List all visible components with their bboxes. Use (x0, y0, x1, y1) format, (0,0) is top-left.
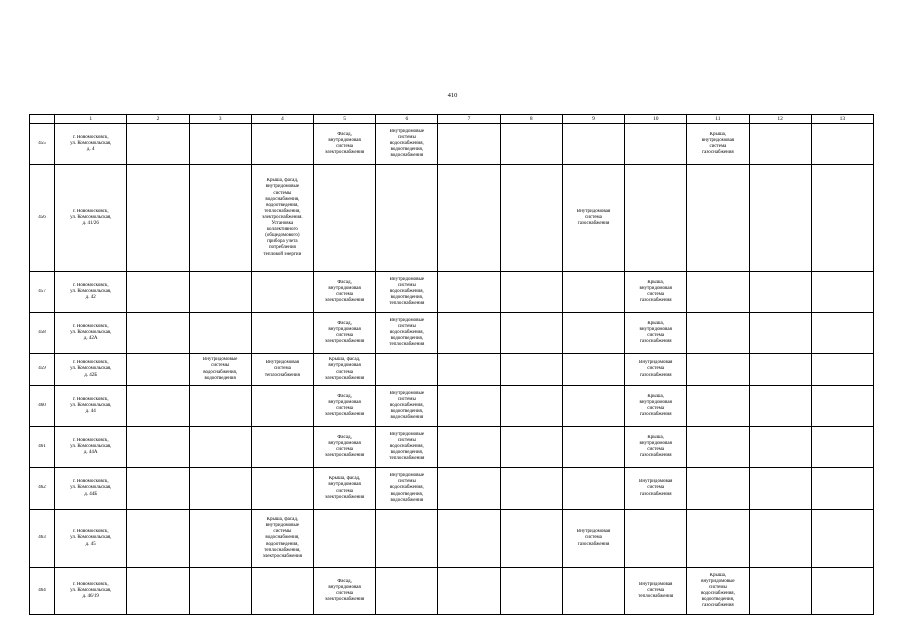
table-cell (30, 165, 55, 272)
table-cell (811, 165, 873, 272)
header-cell: 5 (313, 115, 375, 124)
table-cell (127, 313, 189, 354)
table-cell (30, 124, 55, 165)
header-cell: 4 (251, 115, 313, 124)
table-cell (687, 510, 749, 568)
header-cell: 3 (189, 115, 251, 124)
table-cell (749, 272, 811, 313)
table-cell (811, 124, 873, 165)
table-cell (251, 386, 313, 427)
table-cell (811, 386, 873, 427)
table-cell (376, 386, 438, 427)
row-number-cell: 457 (38, 288, 46, 294)
table-cell (625, 386, 687, 427)
table-cell (438, 568, 500, 615)
address-cell: г. Новомосковск, ул. Комсомольская, д. 44А (70, 437, 112, 456)
table-cell (30, 468, 55, 510)
row-number-cell: 461 (38, 443, 46, 449)
table-cell (189, 427, 251, 468)
table-cell (189, 272, 251, 313)
work-type-cell: Фасад, внутридомовая система электроснабжения (324, 434, 365, 459)
table-row (30, 124, 874, 165)
table-cell (625, 427, 687, 468)
table-cell (251, 313, 313, 354)
table-cell (749, 468, 811, 510)
table-cell (562, 510, 624, 568)
table-cell (687, 386, 749, 427)
work-type-cell: Крыша, внутридомовая система газоснабжения (701, 131, 735, 156)
table-cell (438, 468, 500, 510)
header-cell: 11 (687, 115, 749, 124)
table-cell (127, 510, 189, 568)
table-cell (500, 165, 562, 272)
work-type-cell: Внутридомовая система газоснабжения (639, 360, 673, 378)
table-cell (251, 124, 313, 165)
work-type-cell: Внутридомовая система газоснабжения (576, 529, 611, 547)
table-cell (438, 386, 500, 427)
row-number-cell: 460 (38, 402, 46, 408)
table-cell (127, 386, 189, 427)
table-cell (687, 124, 749, 165)
work-type-cell: Крыша, фасад, внутридомовые системы водоснабжения, водоотведения, теплоснабжения, электроснабжения (262, 517, 303, 559)
table-cell (30, 354, 55, 386)
table-cell (189, 313, 251, 354)
work-type-cell: Внутридомовые системы водоснабжения, водоотведения, водоснабжения (389, 390, 425, 421)
header-row (30, 115, 874, 124)
row-number-cell: 455 (38, 140, 46, 146)
table-cell (30, 386, 55, 427)
table-cell (30, 568, 55, 615)
table-cell (376, 568, 438, 615)
table-cell (313, 272, 375, 313)
row-number-cell: 459 (38, 366, 46, 372)
address-cell: г. Новомосковск, ул. Комсомольская, д. 44Б (70, 479, 112, 497)
table-cell (189, 386, 251, 427)
table-cell (625, 124, 687, 165)
table-cell (749, 165, 811, 272)
table-cell (189, 468, 251, 510)
header-cell: 13 (811, 115, 873, 124)
header-cell: 9 (562, 115, 624, 124)
table-cell (313, 313, 375, 354)
table-cell (562, 468, 624, 510)
table-cell (313, 510, 375, 568)
table-cell (438, 427, 500, 468)
table-row (30, 272, 874, 313)
table-cell (625, 468, 687, 510)
work-type-cell: Крыша, внутридомовая система газоснабжения (639, 393, 672, 418)
work-type-cell: Крыша, фасад, внутридомовая система электроснабжения (324, 357, 365, 381)
table-cell (55, 427, 127, 468)
table-cell (313, 568, 375, 615)
table-cell (313, 386, 375, 427)
work-type-cell: Внутридомовые системы водоснабжения, водоотведения, теплоснабжения (389, 431, 425, 462)
table-cell (562, 386, 624, 427)
table-row (30, 165, 874, 272)
table-cell (625, 313, 687, 354)
work-type-cell: Крыша, фасад, внутридомовые системы водоснабжения, водоотведения, теплоснабжения, электроснабжения. Установка коллективного (общедомового) прибора учета потребления тепловой энергии (262, 178, 303, 257)
table-cell (625, 510, 687, 568)
header-cell: 10 (625, 115, 687, 124)
table-cell (251, 468, 313, 510)
table-cell (251, 272, 313, 313)
table-cell (189, 510, 251, 568)
table-cell (500, 313, 562, 354)
header-cell: 7 (438, 115, 500, 124)
table-cell (500, 272, 562, 313)
table-cell (562, 568, 624, 615)
table-cell (376, 272, 438, 313)
table-cell (749, 354, 811, 386)
table-row (30, 313, 874, 354)
table-cell (251, 510, 313, 568)
table-cell (438, 124, 500, 165)
table-cell (30, 427, 55, 468)
table-cell (313, 427, 375, 468)
table-cell (30, 272, 55, 313)
header-cell: 2 (127, 115, 189, 124)
work-type-cell: Крыша, внутридомовая система газоснабжения (639, 434, 672, 459)
table-cell (376, 165, 438, 272)
table-cell (251, 354, 313, 386)
table-cell (313, 468, 375, 510)
row-number-cell: 458 (38, 329, 46, 335)
header-cell: 1 (55, 115, 127, 124)
address-cell: г. Новомосковск, ул. Комсомольская, д. 44 (70, 396, 112, 415)
work-type-cell: Фасад, внутридомовая система электроснабжения (324, 393, 365, 418)
table-cell (687, 427, 749, 468)
table-cell (127, 427, 189, 468)
table-cell (749, 568, 811, 615)
work-type-cell: Крыша, внутридомовая система газоснабжения (639, 320, 672, 345)
table-row (30, 510, 874, 568)
table-cell (189, 568, 251, 615)
work-type-cell: Внутридомовая система газоснабжения (576, 208, 611, 227)
work-type-cell: Внутридомовые системы водоснабжения, водоотведения, теплоснабжения (389, 317, 425, 348)
table-cell (313, 165, 375, 272)
work-type-cell: Внутридомовая система газоснабжения (639, 479, 673, 497)
repair-schedule-table (29, 114, 874, 615)
header-cell: 12 (749, 115, 811, 124)
table-cell (438, 354, 500, 386)
table-cell (251, 427, 313, 468)
table-cell (749, 510, 811, 568)
table-cell (438, 272, 500, 313)
table-cell (687, 272, 749, 313)
table-cell (811, 354, 873, 386)
table-cell (55, 124, 127, 165)
table-cell (55, 165, 127, 272)
work-type-cell: Внутридомовая система теплоснабжения (638, 581, 674, 600)
table-cell (251, 165, 313, 272)
table-cell (251, 568, 313, 615)
table-row (30, 468, 874, 510)
table-cell (55, 272, 127, 313)
table-cell (687, 468, 749, 510)
table-cell (376, 313, 438, 354)
table-cell (500, 386, 562, 427)
table-cell (687, 165, 749, 272)
table-cell (55, 313, 127, 354)
table-cell (500, 468, 562, 510)
work-type-cell: Крыша, внутридомовая система газоснабжения (639, 279, 672, 304)
row-number-cell: 456 (38, 214, 46, 220)
table-cell (189, 165, 251, 272)
table-cell (562, 165, 624, 272)
table-cell (625, 272, 687, 313)
table-cell (55, 568, 127, 615)
table-cell (562, 313, 624, 354)
table-cell (376, 468, 438, 510)
table-cell (562, 272, 624, 313)
table-row (30, 386, 874, 427)
address-cell: г. Новомосковск, ул. Комсомольская, д. 46/19 (70, 581, 112, 600)
table-cell (811, 427, 873, 468)
table-cell (55, 354, 127, 386)
table-cell (687, 568, 749, 615)
table-cell (127, 165, 189, 272)
table-cell (749, 124, 811, 165)
page-number: 410 (447, 92, 458, 99)
work-type-cell: Фасад, внутридомовая система электроснабжения (324, 578, 365, 603)
table-row (30, 427, 874, 468)
table-cell (625, 354, 687, 386)
table-cell (562, 427, 624, 468)
work-type-cell: Фасад, внутридомовая система электроснабжения (324, 131, 365, 156)
header-cell: 8 (500, 115, 562, 124)
table-cell (376, 510, 438, 568)
table-cell (30, 313, 55, 354)
table-cell (500, 568, 562, 615)
header-cell-num (30, 115, 55, 124)
table-cell (562, 124, 624, 165)
table-cell (189, 354, 251, 386)
table-cell (313, 124, 375, 165)
table-cell (625, 165, 687, 272)
work-type-cell: Внутридомовые системы водоснабжения, водоотведения (202, 357, 238, 381)
table-cell (687, 313, 749, 354)
table-row (30, 568, 874, 615)
table-cell (811, 568, 873, 615)
table-cell (127, 568, 189, 615)
table-cell (376, 427, 438, 468)
work-type-cell: Внутридомовые системы водоснабжения, водоотведения, водоснабжения (389, 473, 425, 503)
work-type-cell: Внутридомовые системы водоснабжения, водоотведения, теплоснабжения (389, 276, 425, 307)
table-cell (749, 386, 811, 427)
work-type-cell: Крыша, внутридомовые системы водоснабжения, водоотведения, газоснабжения (700, 572, 735, 609)
table-cell (127, 124, 189, 165)
table-cell (749, 313, 811, 354)
table-cell (376, 124, 438, 165)
header-cell: 6 (376, 115, 438, 124)
table-cell (313, 354, 375, 386)
table-cell (500, 427, 562, 468)
table-cell (127, 354, 189, 386)
work-type-cell: Внутридомовая система теплоснабжения (264, 360, 300, 378)
table-cell (500, 510, 562, 568)
table-cell (127, 272, 189, 313)
work-type-cell: Крыша, фасад, внутридомовая система электроснабжения (324, 476, 365, 500)
work-type-cell: Фасад, внутридомовая система электроснабжения (324, 279, 365, 304)
table-row (30, 354, 874, 386)
work-type-cell: Фасад, внутридомовая система электроснабжения (324, 320, 365, 345)
table-cell (811, 272, 873, 313)
table-cell (811, 468, 873, 510)
table-cell (438, 165, 500, 272)
table-cell (55, 386, 127, 427)
table-cell (500, 124, 562, 165)
table-cell (189, 124, 251, 165)
table-cell (438, 313, 500, 354)
table-cell (438, 510, 500, 568)
table-cell (625, 568, 687, 615)
address-cell: г. Новомосковск, ул. Комсомольская, д. 42Б (70, 360, 112, 378)
table-cell (127, 468, 189, 510)
work-type-cell: Внутридомовые системы водоснабжения, водоотведения, водоснабжения (389, 128, 425, 159)
table-cell (562, 354, 624, 386)
table-cell (811, 313, 873, 354)
table-cell (55, 468, 127, 510)
address-cell: г. Новомосковск, ул. Комсомольская, д. 45 (70, 529, 112, 547)
address-cell: г. Новомосковск, ул. Комсомольская, д. 4 (70, 134, 112, 153)
table-cell (749, 427, 811, 468)
address-cell: г. Новомосковск, ул. Комсомольская, д. 41/26 (70, 208, 112, 227)
table-cell (687, 354, 749, 386)
table-cell (376, 354, 438, 386)
address-cell: г. Новомосковск, ул. Комсомольская, д. 42А (70, 323, 112, 342)
table-cell (811, 510, 873, 568)
table-cell (30, 510, 55, 568)
row-number-cell: 464 (38, 587, 46, 593)
row-number-cell: 462 (38, 485, 46, 491)
table-cell (55, 510, 127, 568)
address-cell: г. Новомосковск, ул. Комсомольская, д. 42 (70, 282, 112, 301)
row-number-cell: 463 (38, 535, 46, 541)
table-cell (500, 354, 562, 386)
